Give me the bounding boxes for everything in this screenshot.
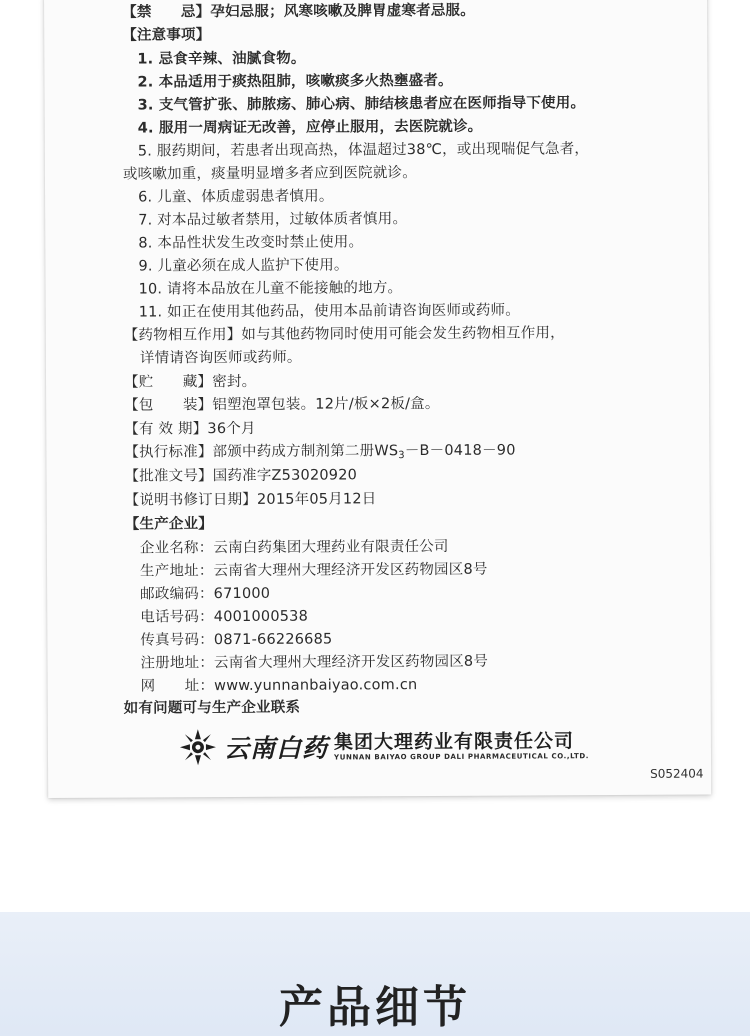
interactions-line-continued: 详情请咨询医师或药师。 bbox=[139, 349, 302, 367]
precaution-item: 11. 如正在使用其他药品，使用本品前请咨询医师或药师。 bbox=[138, 302, 520, 321]
package-line: 【包 装】铝塑泡罩包装。12片/板×2板/盒。 bbox=[124, 395, 440, 414]
precaution-item: 5. 服药期间，若患者出现高热，体温超过38℃，或出现喘促气急者， bbox=[137, 141, 590, 160]
approval-line: 【批准文号】国药准字Z53020920 bbox=[124, 467, 358, 485]
precaution-item: 7. 对本品过敏者禁用，过敏体质者慎用。 bbox=[138, 211, 408, 229]
contact-note: 如有问题可与生产企业联系 bbox=[123, 699, 301, 717]
contraindications-line: 【禁 忌】孕妇忌服；风寒咳嗽及脾胃虚寒者忌服。 bbox=[122, 2, 475, 21]
registered-address-line: 注册地址：云南省大理州大理经济开发区药物园区8号 bbox=[140, 653, 489, 672]
leaflet-code: S052404 bbox=[650, 766, 704, 781]
logo-text bbox=[334, 730, 589, 762]
company-logo bbox=[178, 725, 589, 767]
medicine-leaflet bbox=[44, 0, 711, 798]
revision-line: 【说明书修订日期】2015年05月12日 bbox=[124, 491, 377, 509]
precautions-heading: 【注意事项】 bbox=[122, 27, 211, 44]
phone-line: 电话号码：4001000538 bbox=[140, 608, 309, 626]
validity-line: 【有 效 期】36个月 bbox=[124, 420, 256, 438]
standard-suffix: －B－0418－90 bbox=[404, 442, 516, 460]
logo-script-name: 云南白药 bbox=[223, 733, 329, 764]
company-name-line: 企业名称：云南白药集团大理药业有限责任公司 bbox=[139, 538, 449, 557]
precaution-item: 9. 儿童必须在成人监护下使用。 bbox=[138, 257, 349, 275]
production-address-line: 生产地址：云南省大理州大理经济开发区药物园区8号 bbox=[139, 561, 488, 580]
manufacturer-heading: 【生产企业】 bbox=[124, 516, 214, 533]
precaution-item: 8. 本品性状发生改变时禁止使用。 bbox=[138, 234, 364, 252]
logo-english-name: YUNNAN BAIYAO GROUP DALI PHARMACEUTICAL CO.,LTD. bbox=[333, 751, 590, 761]
standard-text: 【执行标准】部颁中药成方制剂第二册WS bbox=[124, 443, 399, 461]
storage-line: 【贮 藏】密封。 bbox=[123, 373, 257, 391]
precaution-item: 4. 服用一周病证无改善，应停止服用，去医院就诊。 bbox=[137, 118, 483, 137]
yunnan-baiyao-emblem-icon bbox=[178, 727, 218, 767]
logo-company-name: 集团大理药业有限责任公司 bbox=[333, 729, 575, 753]
precaution-item: 3. 支气管扩张、肺脓疡、肺心病、肺结核患者应在医师指导下使用。 bbox=[137, 95, 586, 114]
fax-line: 传真号码：0871-66226685 bbox=[140, 631, 333, 649]
precaution-item: 2. 本品适用于痰热阻肺，咳嗽痰多火热壅盛者。 bbox=[137, 72, 453, 91]
standard-line bbox=[124, 442, 515, 467]
precaution-item: 1. 忌食辛辣、油腻食物。 bbox=[137, 50, 306, 68]
precaution-item: 6. 儿童、体质虚弱患者慎用。 bbox=[138, 188, 334, 206]
precaution-item: 10. 请将本品放在儿童不能接触的地方。 bbox=[138, 280, 403, 298]
standard-subscript: 3 bbox=[398, 450, 405, 462]
precaution-item-continued: 或咳嗽加重，痰量明显增多者应到医院就诊。 bbox=[122, 165, 417, 183]
section-title: 产品细节 bbox=[279, 982, 471, 1033]
website-line: 网 址：www.yunnanbaiyao.com.cn bbox=[140, 677, 418, 695]
interactions-line: 【药物相互作用】如与其他药物同时使用可能会发生药物相互作用， bbox=[123, 325, 565, 344]
postal-code-line: 邮政编码：671000 bbox=[140, 585, 271, 603]
